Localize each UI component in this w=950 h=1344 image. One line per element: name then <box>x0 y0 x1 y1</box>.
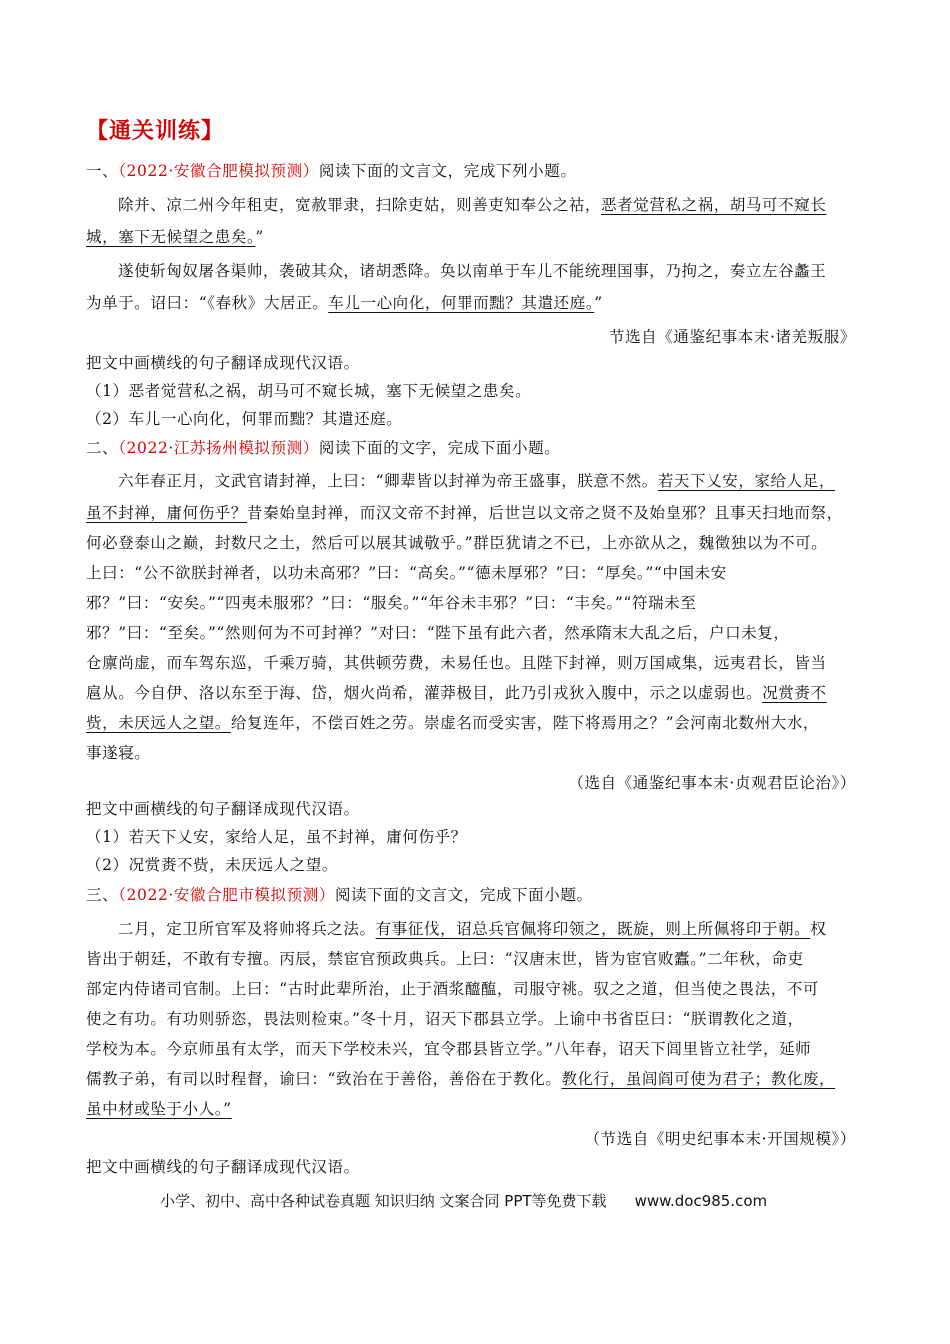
q3-passage-line: 皆出于朝廷，不敢有专擅。丙辰，禁宦官预政典兵。上曰：“汉唐末世，皆为宦官败蠹。”二年秋，命吏 <box>86 950 804 968</box>
q2-passage-line: 事遂寝。 <box>86 744 151 762</box>
q3-passage-line: 使之有功。有功则骄恣，畏法则检束。”冬十月，诏天下郡县立学。上谕中书省臣曰：“朕谓教化之道， <box>86 1010 804 1028</box>
passage-text: 儒教子弟，有司以时程督，谕曰：“致治在于善俗，善俗在于教化。 <box>86 1070 562 1088</box>
q2-number: 二、 <box>86 439 119 457</box>
passage-text: 昔秦始皇封禅，而汉文帝不封禅，后世岂以文帝之贤不及始皇邪？且事天扫地而祭， <box>247 504 843 522</box>
q3-passage-line: 部定内侍诸司官制。上曰：“古时此辈所治，止于酒浆醯醢，司服守祧。驭之之道，但当使之畏法，不可 <box>86 980 820 998</box>
underlined-sentence: 若天下乂安，家给人足， <box>657 472 835 490</box>
q3-passage-line <box>86 1098 876 1120</box>
q2-passage-line: 仓廪尚虚，而车驾东巡，千乘万骑，其供顿劳费，未易任也。且陛下封禅，则万国咸集，远夷君长，皆当 <box>86 654 827 672</box>
q2-citation: （选自《通鉴纪事本末·贞观君臣论治》） <box>568 774 856 792</box>
q1-passage-line <box>86 292 876 314</box>
q2-passage-line <box>86 712 876 734</box>
q3-source: （2022·安徽合肥市模拟预测） <box>118 886 335 904</box>
q2-passage-line: 邪？”曰：“安矣。”“四夷未服邪？”曰：“服矣。”“年谷未丰邪？”曰：“丰矣。”“符瑞未至 <box>86 594 697 612</box>
passage-text: ” <box>255 228 264 246</box>
passage-text: 除并、凉二州今年租吏，宽赦罪隶，扫除吏姑，则善吏知奉公之祜， <box>118 196 602 214</box>
underlined-sentence: 况赏赉不 <box>762 684 827 702</box>
underlined-sentence: 车儿一心向化，何罪而黜？其遣还庭。 <box>328 294 595 312</box>
section-heading: 【通关训练】 <box>86 119 225 144</box>
underlined-sentence: 虽中材或坠于小人。” <box>86 1100 232 1118</box>
passage-text: 六年春正月，文武官请封禅，上曰：“卿辈皆以封禅为帝王盛事，朕意不然。 <box>118 472 658 490</box>
underlined-sentence: 虽不封禅，庸何伤乎？ <box>86 504 248 522</box>
q1-passage-line <box>86 226 876 248</box>
underlined-sentence: 赀，未厌远人之望。 <box>86 714 231 732</box>
q2-passage-line <box>86 682 876 704</box>
footer-text: 小学、初中、高中各种试卷真题 知识归纳 文案合同 PPT等免费下载 <box>160 1192 607 1210</box>
passage-text: 扈从。今自伊、洛以东至于海、岱，烟火尚希，灌莽极目，此乃引戎狄入腹中，示之以虚弱也。 <box>86 684 763 702</box>
footer-link[interactable]: www.doc985.com <box>634 1192 768 1210</box>
passage-text: 权 <box>810 920 827 938</box>
q2-passage-line: 邪？”曰：“至矣。”“然则何为不可封禅？”对曰：“陛下虽有此六者，然承隋末大乱之后，户口未复， <box>86 624 790 642</box>
q1-instruction: 阅读下面的文言文，完成下列小题。 <box>318 162 577 180</box>
q2-passage-line: 何必登泰山之巅，封数尺之土，然后可以展其诚敬乎。”群臣犹请之不已，上亦欲从之，魏徵独以为不可。 <box>86 534 828 552</box>
q2-task: 把文中画横线的句子翻译成现代汉语。 <box>86 800 360 818</box>
q1-passage-line <box>118 194 876 216</box>
q3-header <box>86 884 876 906</box>
q3-passage-line <box>86 1068 876 1090</box>
q2-instruction: 阅读下面的文字，完成下面小题。 <box>318 439 561 457</box>
q1-number: 一、 <box>86 162 119 180</box>
q2-header <box>86 437 876 459</box>
q1-task: 把文中画横线的句子翻译成现代汉语。 <box>86 354 360 372</box>
passage-text: 给复连年，不偿百姓之劳。崇虚名而受实害，陛下将焉用之？”会河南北数州大水， <box>230 714 820 732</box>
q2-item-1: （1）若天下乂安，家给人足，虽不封禅，庸何伤乎？ <box>86 828 467 846</box>
q3-task: 把文中画横线的句子翻译成现代汉语。 <box>86 1158 360 1176</box>
q1-item-2: （2）车儿一心向化，何罪而黜？其遣还庭。 <box>86 410 403 428</box>
underlined-sentence: 教化行，虽闾阎可使为君子；教化废， <box>561 1070 836 1088</box>
q2-passage-line: 上曰：“公不欲朕封禅者，以功未高邪？”曰：“高矣。”“德未厚邪？”曰：“厚矣。”“中国未安 <box>86 564 727 582</box>
q3-passage-line: 学校为本。今京师虽有太学，而天下学校未兴，宜令郡县皆立学。”八年春，诏天下闾里皆立社学，延师 <box>86 1040 812 1058</box>
passage-text: 二月，定卫所官军及将帅将兵之法。 <box>118 920 376 938</box>
passage-text: 为单于。诏曰：“《春秋》大居正。 <box>86 294 329 312</box>
q1-item-1: （1）恶者觉营私之祸，胡马可不窥长城，塞下无候望之患矣。 <box>86 382 532 400</box>
q3-passage-line <box>118 918 876 940</box>
passage-text: ” <box>594 294 603 312</box>
q2-item-2: （2）况赏赉不赀，未厌远人之望。 <box>86 856 338 874</box>
q1-source: （2022·安徽合肥模拟预测） <box>118 162 319 180</box>
q3-instruction: 阅读下面的文言文，完成下面小题。 <box>334 886 593 904</box>
underlined-sentence: 有事征伐，诏总兵官佩将印领之，既旋，则上所佩将印于朝。 <box>375 920 811 938</box>
q2-source: （2022·江苏扬州模拟预测） <box>118 439 319 457</box>
q1-citation: 节选自《通鉴纪事本末·诸羌叛服》 <box>608 328 856 346</box>
q2-passage-line <box>86 502 876 524</box>
q1-passage-line: 遂使斩匈奴屠各渠帅，袭破其众，诸胡悉降。奂以南单于车儿不能统理国事，乃拘之，奏立左谷蠡王 <box>118 262 827 280</box>
underlined-sentence: 城，塞下无候望之患矣。 <box>86 228 256 246</box>
underlined-sentence: 恶者觉营私之祸，胡马可不窥长 <box>601 196 827 214</box>
q1-header <box>86 160 876 182</box>
q2-passage-line <box>118 470 876 492</box>
page-footer <box>160 1190 767 1211</box>
q3-citation: （节选自《明史纪事本末·开国规模》） <box>584 1130 856 1148</box>
q3-number: 三、 <box>86 886 119 904</box>
